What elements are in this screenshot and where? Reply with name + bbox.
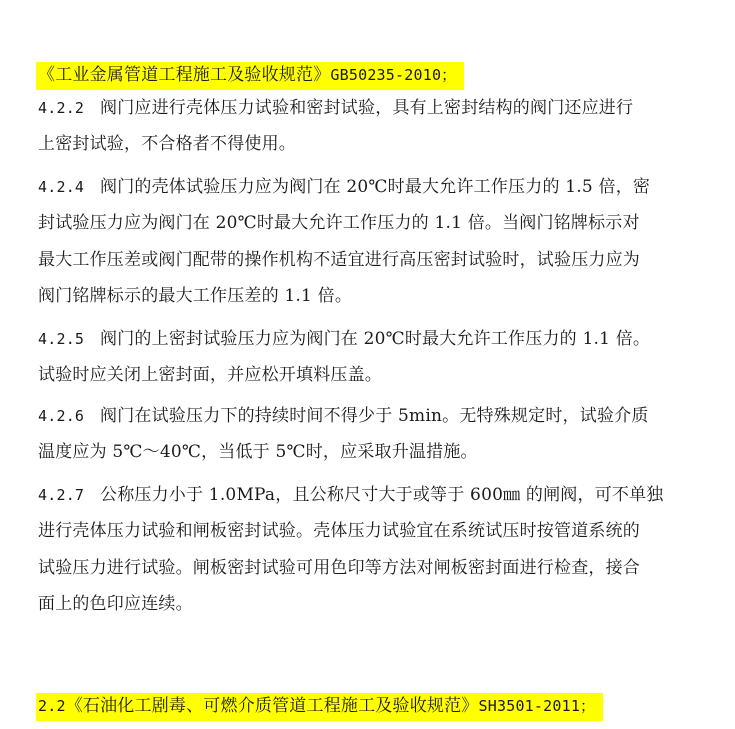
clause-4-2-7-line-2 <box>38 520 640 544</box>
clause-4-2-7-line-3 <box>38 557 640 581</box>
clause-4-2-6-line-2 <box>38 441 478 465</box>
clause-number: 4.2.2 <box>38 99 85 117</box>
clause-text: 最大工作压差或阀门配带的操作机构不适宜进行高压密封试验时，试验压力应为 <box>38 250 640 270</box>
clause-text: 试验时应关闭上密封面，并应松开填料压盖。 <box>38 365 382 385</box>
clause-text: 阀门的上密封试验压力应为阀门在 20℃时最大允许工作压力的 1.1 倍。 <box>100 329 651 349</box>
clause-4-2-4-line-4 <box>38 285 352 309</box>
clause-4-2-2-line-1 <box>38 97 633 121</box>
clause-text: 阀门在试验压力下的持续时间不得少于 5min。无特殊规定时，试验介质 <box>100 406 649 426</box>
clause-4-2-4-line-1 <box>38 176 650 200</box>
standard-heading-gb50235 <box>36 62 464 90</box>
clause-number: 4.2.7 <box>38 486 85 504</box>
clause-text: 温度应为 5℃～40℃，当低于 5℃时，应采取升温措施。 <box>38 442 478 462</box>
clause-4-2-4-line-3 <box>38 249 640 273</box>
section-number: 2.2 <box>38 697 66 715</box>
clause-4-2-5-line-2 <box>38 364 382 388</box>
clause-text: 阀门铭牌标示的最大工作压差的 1.1 倍。 <box>38 286 353 306</box>
clause-number: 4.2.6 <box>38 407 85 425</box>
clause-text: 封试验压力应为阀门在 20℃时最大允许工作压力的 1.1 倍。当阀门铭牌标示对 <box>38 213 640 233</box>
standard-title: 《石油化工剧毒、可燃介质管道工程施工及验收规范》 <box>65 696 479 716</box>
clause-text: 面上的色印应连续。 <box>38 594 193 614</box>
clause-4-2-7-line-4 <box>38 593 193 617</box>
clause-4-2-4-line-2 <box>38 212 640 236</box>
clause-number: 4.2.5 <box>38 330 85 348</box>
clause-text: 公称压力小于 1.0MPa，且公称尺寸大于或等于 600㎜ 的闸阀，可不单独 <box>100 485 664 505</box>
clause-text: 试验压力进行试验。闸板密封试验可用色印等方法对闸板密封面进行检查，接合 <box>38 558 640 578</box>
standard-title: 《工业金属管道工程施工及验收规范》 <box>38 65 331 85</box>
clause-text: 阀门的壳体试验压力应为阀门在 20℃时最大允许工作压力的 1.5 倍，密 <box>100 177 651 197</box>
clause-text: 进行壳体压力试验和闸板密封试验。壳体压力试验宜在系统试压时按管道系统的 <box>38 521 640 541</box>
clause-number: 4.2.4 <box>38 178 85 196</box>
standard-code: SH3501-2011； <box>478 697 596 715</box>
clause-4-2-5-line-1 <box>38 328 650 352</box>
standard-code: GB50235-2010； <box>330 66 457 84</box>
clause-4-2-6-line-1 <box>38 405 649 429</box>
clause-text: 阀门应进行壳体压力试验和密封试验，具有上密封结构的阀门还应进行 <box>100 98 634 118</box>
standard-heading-sh3501 <box>36 693 603 721</box>
clause-text: 上密封试验，不合格者不得使用。 <box>38 134 296 154</box>
clause-4-2-7-line-1 <box>38 484 664 508</box>
clause-4-2-2-line-2 <box>38 133 296 157</box>
